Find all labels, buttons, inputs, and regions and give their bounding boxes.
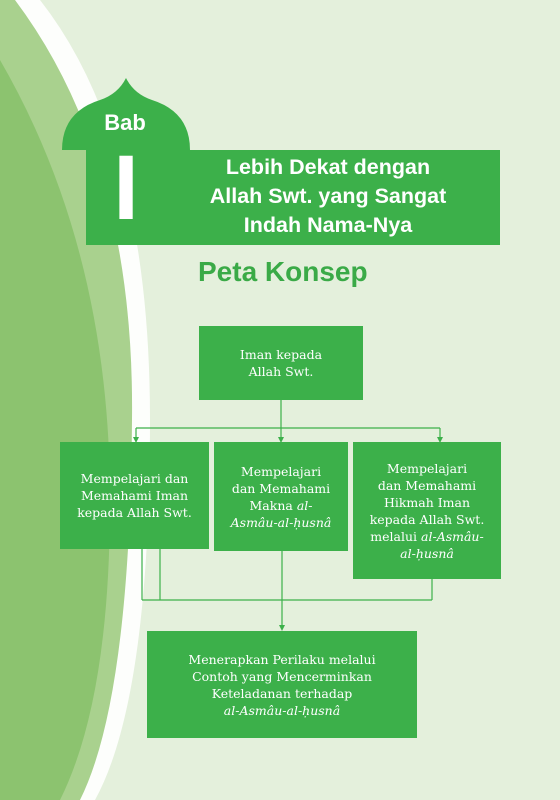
box-line-italic: al-ḥusnâ: [400, 545, 454, 561]
box-line: Mempelajari: [240, 463, 322, 479]
chapter-number: I: [113, 137, 139, 239]
box-line: Keteladanan terhadap: [211, 685, 353, 701]
box-line: Hikmah Iman: [383, 494, 471, 510]
box-text: Makna: [249, 497, 297, 513]
box-line: Mempelajari dan: [80, 471, 189, 486]
box-line-italic: Asmâu-al-ḥusnâ: [230, 514, 332, 530]
section-heading: Peta Konsep: [198, 256, 368, 287]
box-line: Mempelajari: [386, 460, 468, 476]
box-line: dan Memahami: [377, 477, 477, 493]
concept-result-box: [147, 631, 417, 738]
chapter-label: Bab: [104, 110, 146, 135]
box-line: dan Memahami: [231, 480, 331, 496]
box-line-italic: al-Asmâu-al-ḥusnâ: [223, 702, 341, 718]
concept-root-box: [199, 326, 363, 400]
box-line: Menerapkan Perilaku melalui: [188, 651, 376, 667]
box-line: kepada Allah Swt.: [369, 511, 485, 527]
box-line: Memahami Iman: [80, 488, 189, 503]
box-line: [250, 497, 313, 514]
box-line: Allah Swt.: [248, 364, 314, 379]
chapter-title-line: Indah Nama-Nya: [243, 213, 413, 237]
box-line: Iman kepada: [239, 347, 323, 362]
box-text-italic: al-: [296, 497, 313, 513]
box-text-italic: al-Asmâu-: [421, 528, 484, 544]
concept-branch-2-box: [214, 442, 348, 551]
box-line: [370, 528, 483, 545]
box-line: kepada Allah Swt.: [77, 505, 192, 520]
chapter-title-line: Allah Swt. yang Sangat: [209, 184, 447, 208]
box-text: melalui: [370, 528, 422, 544]
concept-branch-3-box: [353, 442, 501, 579]
concept-branch-1-box: [60, 442, 209, 549]
box-line: Contoh yang Mencerminkan: [192, 668, 372, 684]
chapter-title-line: Lebih Dekat dengan: [225, 155, 431, 179]
